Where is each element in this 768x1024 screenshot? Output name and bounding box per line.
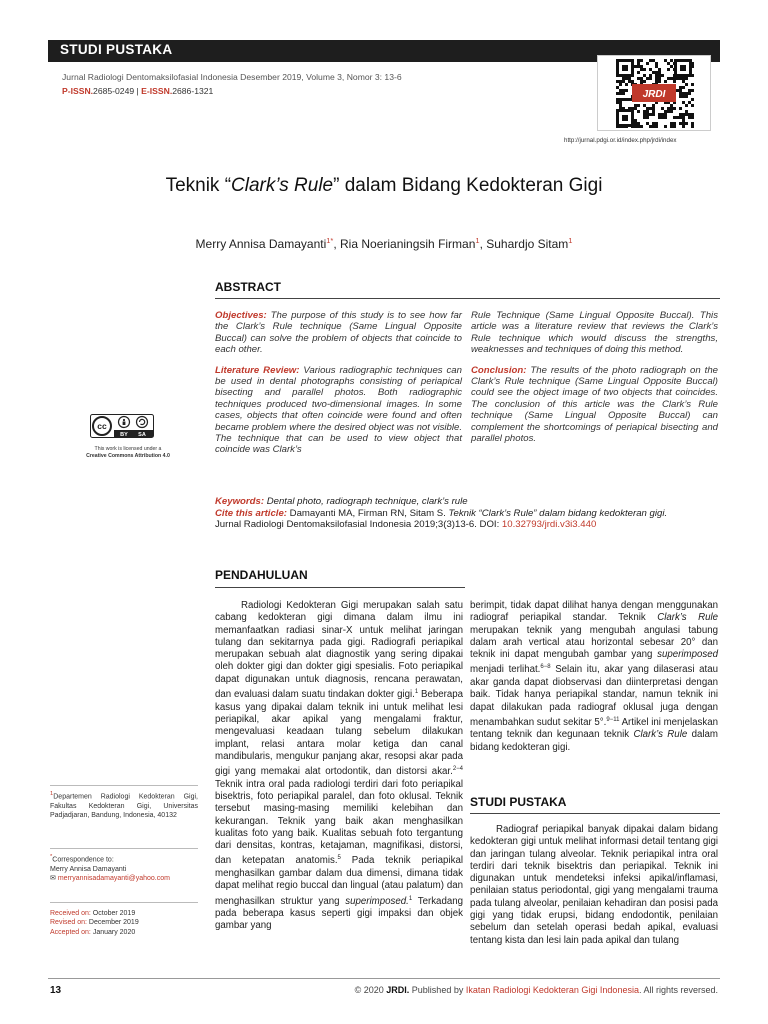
studi-pustaka-rule bbox=[470, 813, 720, 814]
e-issn-label: E-ISSN. bbox=[141, 86, 173, 96]
studi-pustaka-text: Radiograf periapikal banyak dipakai dalam bidang kedokteran gigi untuk melihat informasi detail tentang gigi dan jaringan tulang alveolar. Teknik periapikal intra oral terdiri dari teknik bisektris dan periapikal. Teknik ini digunakan untuk mendeteksi infeksi apikal/inflamasi, penilaian status periodontal, gigi yang mengalami trauma pada tulang alveolar, penilaian kehadiran dan posisi pada gigi yang tidak erupsi, bidang endodontik, penilaian sebelum dan setelah operasi bedah apikal, evaluasi tentang kista dan lesi lain pada apikal dan tulang bbox=[470, 824, 718, 946]
journal-url-link[interactable]: http://jurnal.pdgi.or.id/index.php/jrdi/index bbox=[564, 137, 677, 144]
abstract-heading: ABSTRACT bbox=[215, 280, 281, 294]
doi-link[interactable]: 10.32793/jrdi.v3i3.440 bbox=[501, 519, 597, 531]
license-text: This work is licensed under a Creative Commons Attribution 4.0 bbox=[86, 446, 170, 459]
page-number: 13 bbox=[50, 985, 62, 996]
abstract-rule bbox=[215, 298, 720, 299]
pendahuluan-rule bbox=[215, 587, 465, 588]
footnote-rule bbox=[50, 902, 198, 903]
abstract-left-column: Objectives: The purpose of this study is to see how far the Clark’s Rule technique (Same Lingual Opposite Buccal) can solve the problem of objects that coincide to each other. Literature Review: Various radiographic techniques can be used in dental photographs consisting of periapical bisecting and parallel photos. Both radiographic techniques produced two-dimensional images. In some cases, objects that often coincide were found and often became problem where the desired object was not visible. The technique that can be used to view object that coincide was Clark’s bbox=[215, 310, 462, 456]
dates-footnote: Received on: October 2019 Revised on: December 2019 Accepted on: January 2020 bbox=[50, 910, 139, 936]
qr-badge-label: JRDI bbox=[642, 89, 666, 100]
qr-code[interactable] bbox=[597, 55, 711, 131]
svg-text:cc: cc bbox=[97, 421, 107, 431]
keywords-block: Keywords: Dental photo, radiograph technique, clark’s rule Cite this article: Damayanti MA, Firman RN, Sitam S. Teknik “Clark’s Rule” dalam bidang kedokteran gigi. Jurnal Radiologi Dentomaksilofasial Indonesia 2019;3(3)13-6. DOI: 10.32793/jrdi.v3i3.440 bbox=[215, 496, 668, 531]
issn-line bbox=[62, 86, 213, 96]
journal-citation-line: Jurnal Radiologi Dentomaksilofasial Indonesia Desember 2019, Volume 3, Nomor 3: 13-6 bbox=[62, 72, 402, 82]
section-label: STUDI PUSTAKA bbox=[60, 42, 173, 57]
abstract-right-column: Rule Technique (Same Lingual Opposite Buccal). This article was a literature review that reviews the Clark’s Rule technique which would discuss the strengths, weaknesses and techniques of doing this method. Conclusion: The results of the photo radiograph on the Clark’s Rule technique (Same Lingual Opposite Buccal) could see the object image of two objects that coincides. The conclusion of this article was the Clark’s Rule technique (Same Lingual Opposite Buccal) can complement the shortcomings of periapical bisecting and parallel photos. bbox=[471, 310, 718, 445]
footer-rule bbox=[48, 978, 720, 979]
publisher-link[interactable]: Ikatan Radiologi Kedokteran Gigi Indonesia bbox=[465, 985, 639, 995]
p-issn-label: P-ISSN. bbox=[62, 86, 94, 96]
footnote-rule bbox=[50, 848, 198, 849]
correspondence-footnote: *Correspondence to: Merry Annisa Damayanti ✉ merryannisadamayanti@yahoo.com bbox=[50, 854, 170, 883]
article-title: Teknik “Clark’s Rule” dalam Bidang Kedokteran Gigi bbox=[165, 175, 603, 196]
issn-separator: | bbox=[134, 86, 142, 96]
studi-pustaka-heading: STUDI PUSTAKA bbox=[470, 795, 567, 809]
correspondence-email-link[interactable]: merryannisadamayanti@yahoo.com bbox=[57, 875, 170, 883]
pendahuluan-left-column: Radiologi Kedokteran Gigi merupakan salah satu cabang kedokteran gigi dimana dalam ilmu ini memanfaatkan radiasi sinar-X untuk melihat jaringan tulang dan sekitarnya pada gigi. Radiografi periapikal merupakan sebuah alat diagnostik yang sering dipakai oleh dokter gigi dan dokter gigi spesialis. Foto periapikal dapat digunakan untuk diagnosis, rencana perawatan, dan evaluasi dalam suatu tindakan dokter gigi.$^1$ Beberapa kasus yang dipakai dalam teknik ini untuk melihat lesi periapikal, akar apikal yang mengalami fraktur, mengevaluasi keadaan tulang sebelum dilakukan implant, relasi antara molar ketiga dan canal mandibularis, mengukur panjang akar, resopsi akar pada gigi yang memakai alat ortodontik, dan distorsi akar.$^{2-4}$ Teknik intra oral pada radiologi terdiri dari foto periapikal bisektris, foto periapikal paralel, dan foto oklusal. Teknik tersebut masing-masing memiliki kelebihan dan kekurangan. Teknik yang baik akan menghasilkan kualitas foto yang baik. Kualitas sebuah foto tergantung dari densitas, kontras, ketajaman, magnifikasi, distorsi, dan ketepatan anatomis.$^5$ Pada teknik periapikal menghasilkan gambar dalam dua dimensi, dimana tidak dapat melihat regio buccal dan lingual (atau palatum) dan menghasilkan struktur yang superimposed.$^1$ Terkadang pada beberapa kasus seperti gigi impaksi dan objek gambar yang bbox=[215, 600, 463, 932]
affiliation-footnote: $^1$Departemen Radiologi Kedokteran Gigi, Fakultas Kedokteran Gigi, Universitas Padjadjaran, Bandung, Indonesia, 40132 bbox=[50, 791, 198, 820]
sa-icon bbox=[137, 417, 148, 428]
email-icon: ✉ bbox=[50, 875, 58, 883]
p-issn: 2685-0249 bbox=[93, 86, 135, 96]
qr-code-image bbox=[598, 56, 710, 130]
svg-text:SA: SA bbox=[138, 432, 146, 438]
copyright-line: © 2020 JRDI. Published by Ikatan Radiologi Kedokteran Gigi Indonesia. All rights reversed. bbox=[354, 985, 718, 995]
e-issn: 2686-1321 bbox=[172, 86, 214, 96]
svg-text:BY: BY bbox=[120, 432, 128, 438]
pendahuluan-heading: PENDAHULUAN bbox=[215, 568, 308, 582]
author-list: Merry Annisa Damayanti$^{1*}$, Ria Noerianingsih Firman$^1$, Suhardjo Sitam$^1$ bbox=[195, 236, 573, 251]
footnote-rule bbox=[50, 785, 198, 786]
cc-license-badge[interactable] bbox=[90, 414, 154, 438]
pendahuluan-right-column: berimpit, tidak dapat dilihat hanya dengan menggunakan radiograf periapikal standar. Teknik Clark’s Rule merupakan teknik yang mengubah angulasi tabung dalam arah vertical atau horizontal sebesar 20° dan teknik ini dapat mengubah gambar yang superimposed menjadi terlihat.$^{6-8}$ Selain itu, akar yang dilaserasi atau akar ganda dapat diobservasi dan diinterpretasi dengan baik. Tidak hanya periapikal standar, namun teknik ini dapat dilakukan pada radiograf oklusal juga dengan menambahkan sudut sekitar 5°.$^{9-11}$ Artikel ini menjelaskan tentang teknik dan kegunaan teknik Clark’s Rule dalam bidang kedokteran gigi. bbox=[470, 600, 719, 753]
